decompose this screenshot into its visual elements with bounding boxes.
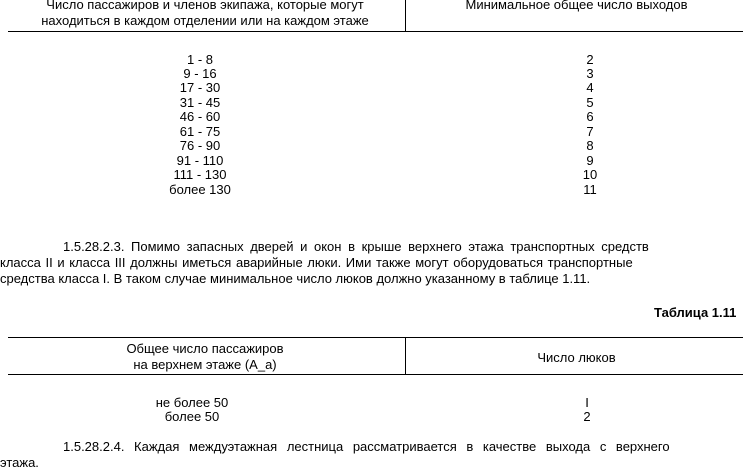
table1-range: более 130 [169,182,231,197]
table1-range: 91 - 110 [176,153,224,168]
table-row [0,168,743,182]
table1-range: 31 - 45 [179,95,221,110]
table1-col2-header: Минимальное общее число выходов [465,0,688,12]
table1-value: 2 [586,52,594,67]
table-row [0,96,743,110]
table1-value: 3 [586,66,594,81]
table1-range: 17 - 30 [179,80,221,95]
table1-range: 111 - 130 [173,167,227,182]
table2-value: 2 [583,409,591,424]
table1-col1-header-line1: Число пассажиров и членов экипажа, которые могут [46,0,364,12]
table2-col1-header-line1: Общее число пассажиров [126,341,284,356]
table1-value: 4 [586,80,594,95]
table1-value: 11 [583,182,597,197]
table-row [0,81,743,95]
table-row [0,183,743,197]
table2-range: не более 50 [155,395,229,410]
table1-value: 7 [586,124,594,139]
table-row [0,410,743,424]
paragraph-line: 1.5.28.2.4. Каждая междуэтажная лестница рассматривается в качестве выхода с верхнего [63,439,670,454]
table-caption: Таблица 1.11 [654,305,737,320]
paragraph-1-5-28-2-4 [0,439,743,471]
table1-range: 1 - 8 [186,52,213,67]
table1-range: 9 - 16 [183,66,217,81]
table1-value: 9 [586,153,594,168]
table1-range: 76 - 90 [179,138,221,153]
table1-value: 6 [586,109,594,124]
table1-range: 46 - 60 [179,109,221,124]
table2-col1-header [10,341,400,373]
table1-col1-header [10,0,400,29]
paragraph-1-5-28-2-3 [0,239,743,287]
table2-header-rule [8,374,743,375]
table2-header-divider [405,337,406,374]
paragraph-line: средства класса I. В таком случае минимальное число люков должно указанному в таблице 1.11. [0,271,591,286]
table-row [0,125,743,139]
table1-value: 8 [586,138,594,153]
table1-value: 5 [586,95,594,110]
table2-top-rule [8,337,743,338]
table2-value: I [585,395,589,410]
table-row [0,67,743,81]
table-row [0,110,743,124]
table1-value: 10 [582,167,598,182]
paragraph-line: 1.5.28.2.3. Помимо запасных дверей и окон в крыше верхнего этажа транспортных средств [63,239,649,254]
table1-col1-header-line2: находиться в каждом отделении или на каждом этаже [41,13,369,28]
table-row [0,396,743,410]
table2-col2-header: Число люков [537,350,616,365]
table-row [0,139,743,153]
table2-col1-header-line2: на верхнем этаже (A_a) [133,357,277,372]
table-row [0,53,743,67]
table-row [0,154,743,168]
paragraph-line: класса II и класса III должны иметься аварийные люки. Ими также могут оборудоваться транспортные [0,255,633,270]
paragraph-line: этажа. [0,455,39,470]
table1-header-rule [8,31,743,32]
table2-range: более 50 [164,409,220,424]
table1-header-divider [405,0,406,31]
table1-range: 61 - 75 [179,124,221,139]
